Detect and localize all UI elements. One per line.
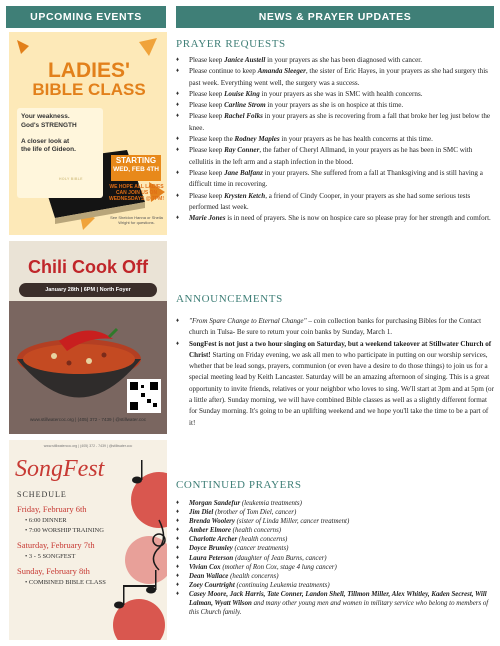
- songfest-saturday: Saturday, February 7th: [17, 540, 95, 550]
- continued-prayers-list: [176, 499, 494, 617]
- chili-title: Chili Cook Off: [28, 257, 148, 277]
- prayer-requests-list: [176, 55, 494, 224]
- prayer-item: ♦ Please keep Ray Conner, the father of Cheryl Allmand, in your prayers as he has been in SMC with cellulitis in the left arm and a staph infection in the blood.: [176, 145, 494, 168]
- news-prayer-header: NEWS & PRAYER UPDATES: [176, 6, 494, 28]
- bible-class-start-badge: [111, 155, 161, 181]
- prayer-item: ♦ Please continue to keep Amanda Sleeger, the sister of Eric Hayes, in your prayers as she had surgery this past week. Everything went well, the surgery was a success.: [176, 66, 494, 89]
- continued-prayers-heading: CONTINUED PRAYERS: [176, 479, 302, 491]
- upcoming-events-header: UPCOMING EVENTS: [6, 6, 166, 28]
- continued-prayer-item: ♦ Amber Elmore (health concerns): [176, 526, 494, 535]
- prayer-item: ♦ Please keep Janice Austell in your prayers as she has been diagnosed with cancer.: [176, 55, 494, 66]
- continued-prayer-item: ♦ Casey Moore, Jack Harris, Tate Conner, Landon Shell, Tillmon Miller, Alex Whitley, Kaden Secrest, Will Lalman, Wyatt Wilson and many other young men and women in military service who belong to members of this Church family.: [176, 590, 494, 617]
- songfest-flyer[interactable]: [9, 440, 167, 640]
- announcement-item: ♦ SongFest is not just a two hour singing on Saturday, but a weekend takeover at Stillwater Church of Christ! Starting on Friday evening, we ask all men to who participate in putting on our worship services, whether that be lead songs, prayers, communion (or even have a desire to do those things) to join us for a special meeting lead by Keith Lancaster. Saturday will be an amazing afternoon of singing. This is a great opportunity to invite friends, relatives or your neighbor who loves to sing. We'll start at 3pm and at 5pm (or a little after). Sunday morning, we will have combined Bible classes as well as a slightly different format for Sunday morning. It's going to be an uplifting weekend and we hope you'll take the time to be a part of it!: [176, 339, 494, 429]
- continued-prayer-item: ♦ Zoey Courtright (continuing Leukemia treatments): [176, 581, 494, 590]
- continued-prayer-item: ♦ Doyce Brumley (cancer treatments): [176, 544, 494, 553]
- ladies-bible-class-flyer[interactable]: [9, 32, 167, 235]
- bible-class-contact: See Sheldon Hanna or Sheila Wright for questions.: [110, 215, 163, 225]
- songfest-friday: Friday, February 6th: [17, 504, 87, 514]
- announcement-item: ♦ "From Spare Change to Eternal Change" – coin collection banks for purchasing Bibles for the Contact church in Tulsa- Be sure to return your coin banks by Sunday, March 1.: [176, 316, 494, 339]
- prayer-item: ♦ Please keep Louise King in your prayers as she was in SMC with health concerns.: [176, 89, 494, 100]
- announcements-list: [176, 316, 494, 429]
- announcements-heading: ANNOUNCEMENTS: [176, 293, 283, 305]
- prayer-item: ♦ Marie Jones is in need of prayers. She is now on hospice care so please pray for her strength and comfort.: [176, 213, 494, 224]
- prayer-item: ♦ Please keep Jane Balfanz in your prayers. She suffered from a fall at Thanksgiving and is still having a difficult time in recovering.: [176, 168, 494, 191]
- bible-class-note: WE HOPE ALL LADIES CAN JOIN US ON WEDNESDAYS @ 7PM!: [109, 184, 164, 202]
- chili-date-band: January 28th | 6PM | North Foyer: [19, 283, 157, 297]
- prayer-requests-heading: PRAYER REQUESTS: [176, 38, 286, 50]
- continued-prayer-item: ♦ Charlotte Archer (health concerns): [176, 535, 494, 544]
- songfest-saturday-item1: • 3 - 5 SONGFEST: [25, 553, 76, 560]
- prayer-item: ♦ Please keep Rachel Folks in your prayers as she is recovering from a fall that broke her leg just below the knee.: [176, 111, 494, 134]
- bible-class-title-line2: BIBLE CLASS: [32, 80, 146, 99]
- prayer-item: ♦ Please keep the Rodney Maples in your prayers as he has health concerns at this time.: [176, 134, 494, 145]
- continued-prayer-item: ♦ Jim Diel (brother of Tom Diel, cancer): [176, 508, 494, 517]
- bible-class-line2: God's STRENGTH: [21, 122, 77, 129]
- songfest-header: www.stillwatercoc.org | (405) 372 - 7439 | @stillwater.coc: [43, 444, 133, 448]
- songfest-sunday: Sunday, February 8th: [17, 566, 90, 576]
- starting-label: STARTING: [115, 156, 157, 165]
- bible-class-title: [19, 60, 159, 98]
- continued-prayer-item: ♦ Brenda Woolery (sister of Linda Miller, cancer treatment): [176, 517, 494, 526]
- continued-prayer-item: ♦ Vivian Cox (mother of Ron Cox, stage 4 lung cancer): [176, 563, 494, 572]
- songfest-friday-item2: • 7:00 WORSHIP TRAINING: [25, 527, 104, 534]
- bible-class-title-line1: LADIES': [47, 59, 130, 82]
- prayer-item: ♦ Please keep Carline Strom in your prayers as she is on hospice at this time.: [176, 100, 494, 111]
- chili-cook-off-flyer[interactable]: [9, 241, 167, 434]
- continued-prayer-item: ♦ Dean Wallace (health concerns): [176, 572, 494, 581]
- songfest-title: SongFest: [15, 456, 105, 482]
- songfest-friday-item1: • 6:00 DINNER: [25, 517, 67, 524]
- continued-prayer-item: ♦ Morgan Sandefur (leukemia treatments): [176, 499, 494, 508]
- bible-class-line1: Your weakness.: [21, 113, 70, 120]
- songfest-sunday-item1: • COMBINED BIBLE CLASS: [25, 579, 106, 586]
- songfest-schedule-label: SCHEDULE: [17, 490, 67, 499]
- continued-prayer-item: ♦ Laura Peterson (daughter of Jean Burns, cancer): [176, 554, 494, 563]
- prayer-item: ♦ Please keep Krysten Ketch, a friend of Cindy Cooper, in your prayers as she had some serious tests performed last week.: [176, 191, 494, 214]
- chili-footer: www.stillwatercoc.org | (405) 372 - 7439 | @stillwater.coc: [29, 417, 147, 422]
- bible-class-line3: A closer look at the life of Gideon.: [21, 138, 76, 153]
- start-date: WED, FEB 4TH: [113, 165, 159, 173]
- bible-book-label: HOLY BIBLE: [59, 177, 83, 181]
